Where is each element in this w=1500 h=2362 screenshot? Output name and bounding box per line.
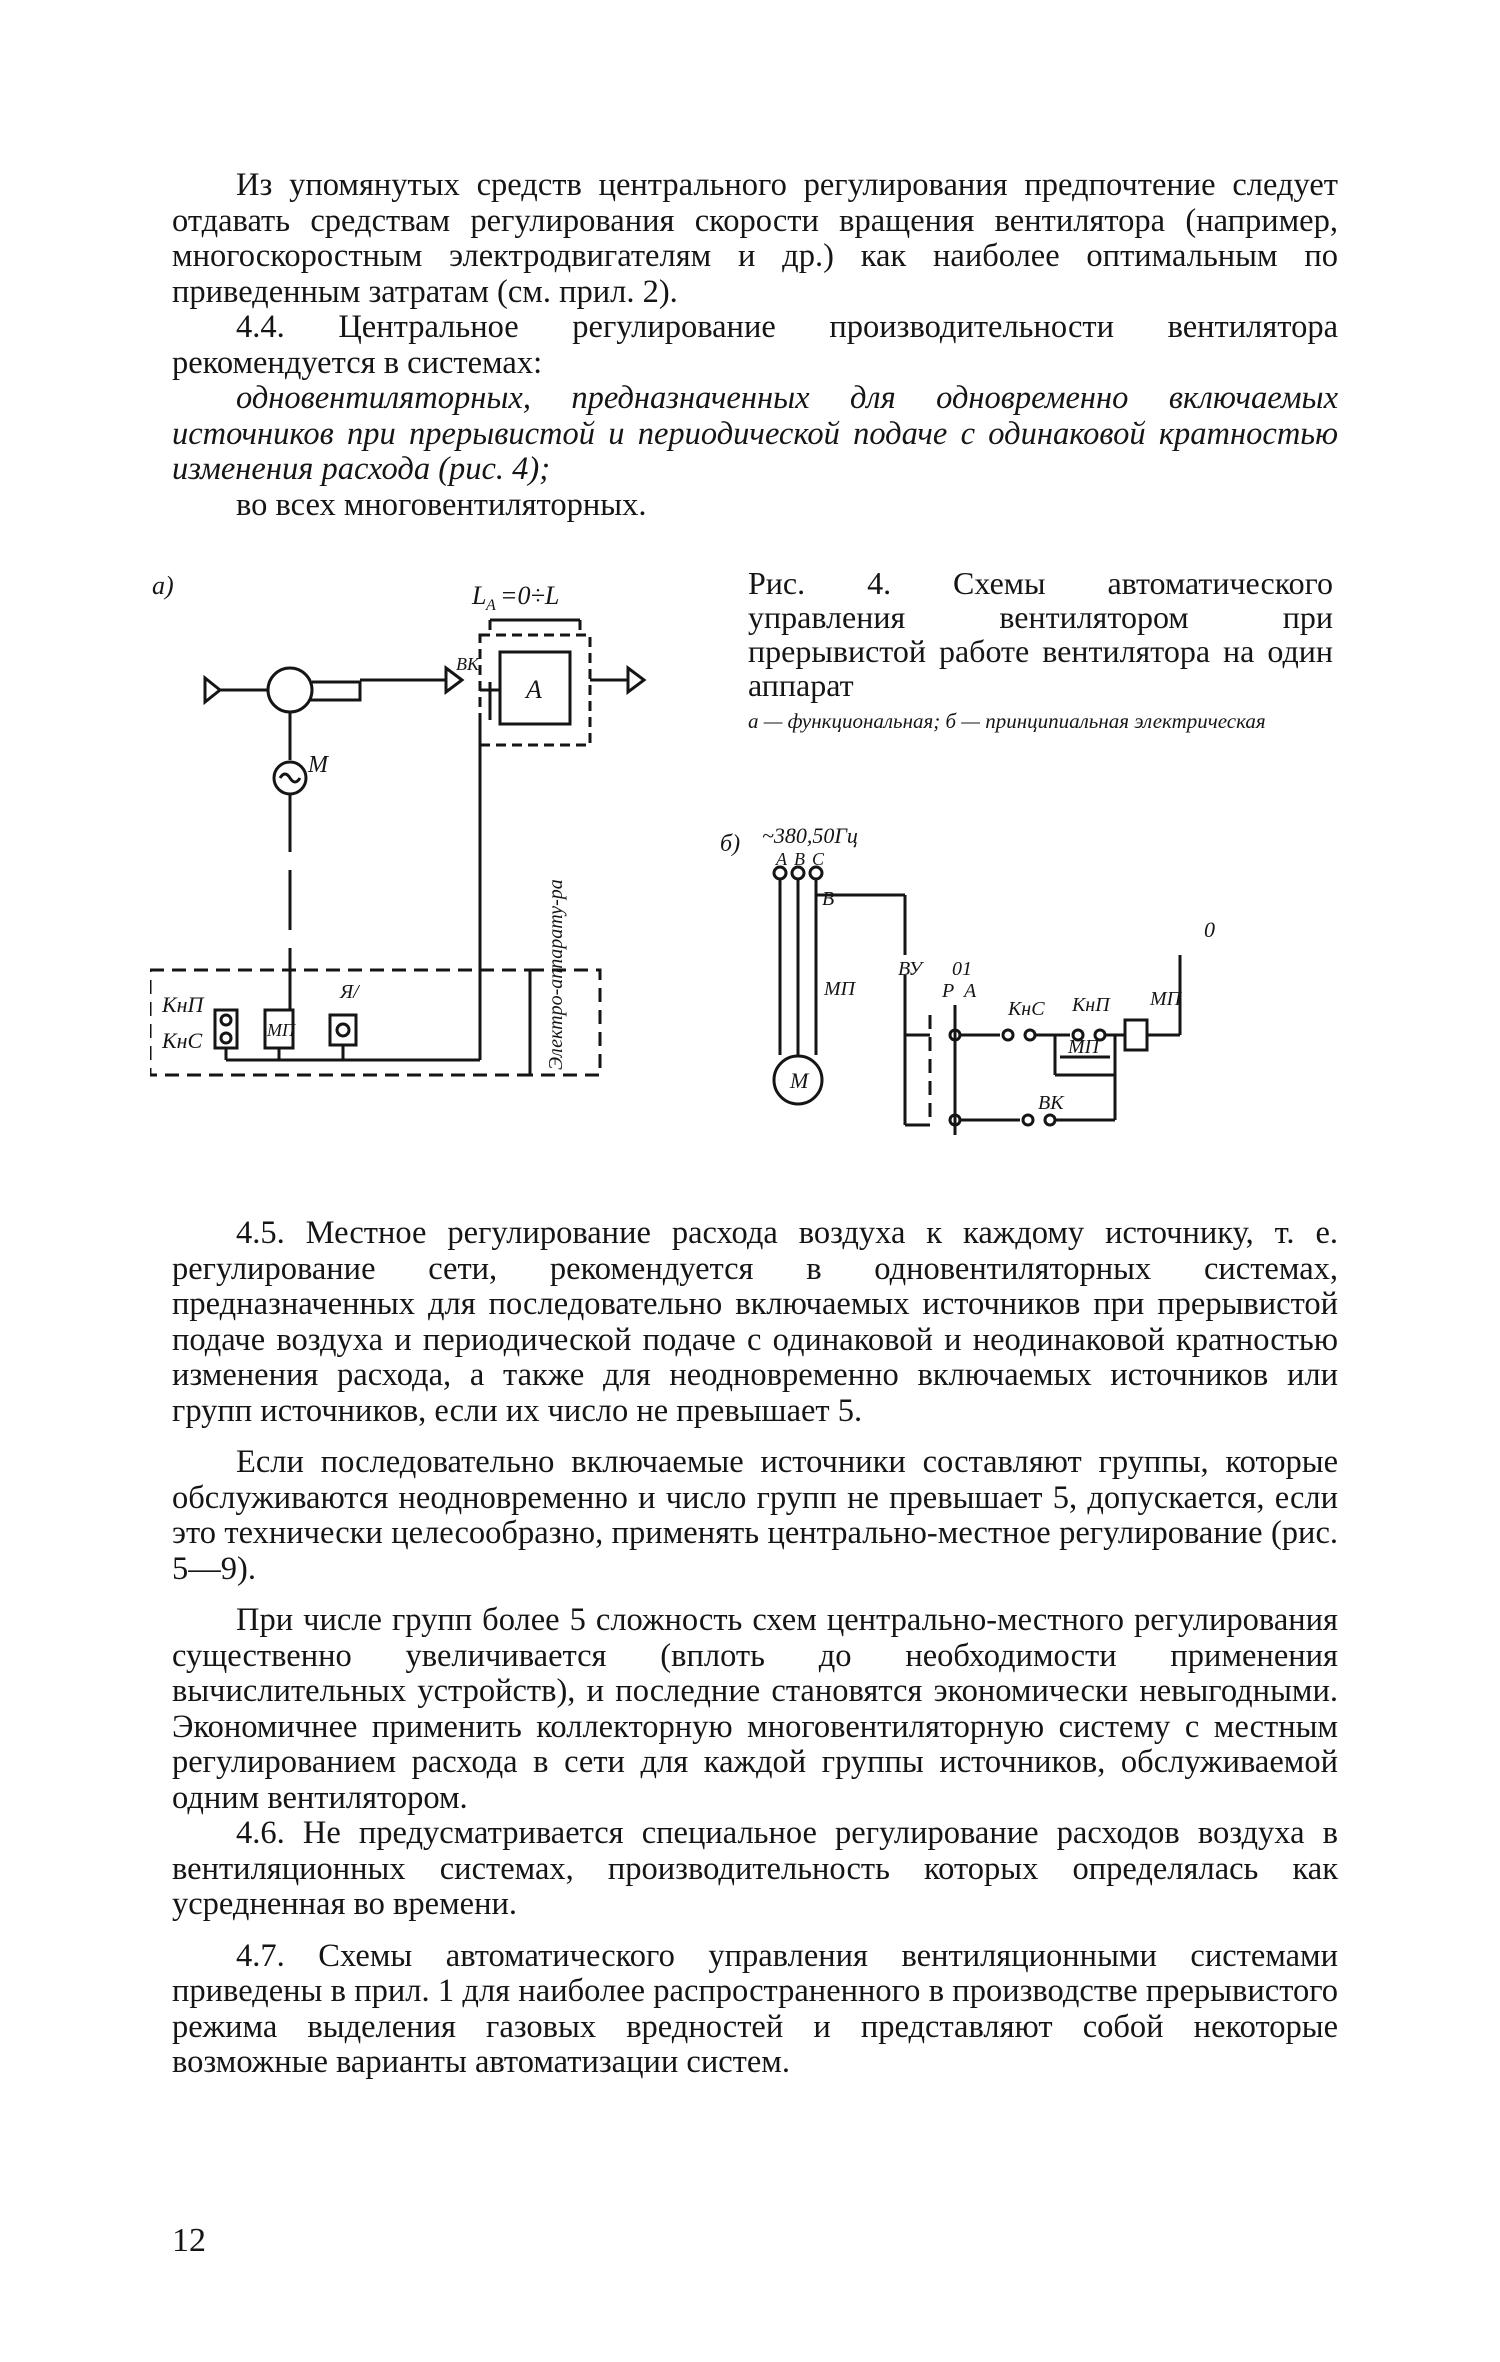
paragraph-4-6: 4.6. Не предусматривается специальное регулирование расходов воздуха в вентиляционных системах, производительность которых определялась как усредненная во времени. [172, 1815, 1338, 1922]
mp-coil [1125, 1020, 1147, 1050]
svg-text:B: B [794, 849, 805, 869]
ri-label: Я/ [340, 981, 359, 1003]
outlet-arrow-icon [628, 668, 644, 692]
paragraph-multi-fan: во всех многовентиляторных. [236, 486, 647, 523]
knc-contact [1003, 1030, 1013, 1040]
inlet-arrow-icon [205, 678, 220, 702]
fan-icon [268, 668, 312, 712]
electro-label: Электро-аппарату-ра [545, 879, 567, 1070]
svg-text:В: В [822, 888, 835, 910]
motor-label: M [308, 752, 328, 778]
svg-text:А: А [964, 980, 977, 1002]
bottom-text-block [172, 1216, 1338, 2081]
knp-label: КнП [162, 992, 204, 1017]
svg-text:МП: МП [1068, 1036, 1100, 1058]
paragraph-more-groups: При числе групп более 5 сложность схем центрально-местного регулирования существенно увеличивается (вплоть до необходимости применения вычислительных устройств), и последние становятся экономически невыгодными. Экономичнее применить коллекторную многовентиляторную систему с местным регулированием расхода в сети для каждой группы источников, обслуживаемой одним вентилятором. [172, 1602, 1338, 1816]
figure-panel-b [720, 825, 1340, 1145]
mp-label: МП [267, 1020, 295, 1040]
svg-text:A: A [776, 849, 787, 869]
zero-label: 0 [1204, 917, 1215, 942]
figure-caption-block [748, 566, 1333, 733]
figure-legend: а — функциональная; б — принципиальная электрическая [748, 709, 1266, 733]
svg-text:A: A [486, 597, 496, 614]
paragraph-4-5: 4.5. Местное регулирование расхода воздуха к каждому источнику, т. е. регулирование сети, рекомендуется в одновентиляторных системах, предназначенных для последовательно включаемых источников при прерывистой подаче воздуха и периодической подаче с одинаковой и неодинаковой кратностью изменения расхода, а также для неодновременно включаемых источников или групп источников, если их число не превышает 5. [172, 1215, 1338, 1429]
paragraph-4-4: 4.4. Центральное регулирование производительности вентилятора рекомендуется в системах: [172, 309, 1338, 381]
svg-text:КнП: КнП [1072, 994, 1110, 1016]
page-number: 12 [172, 2222, 206, 2259]
svg-text:МП: МП [824, 978, 856, 1000]
svg-text:C: C [812, 849, 825, 869]
panel-a-label: а) [152, 571, 174, 600]
svg-text:01: 01 [952, 958, 972, 980]
svg-text:МП: МП [1150, 988, 1182, 1010]
paragraph-groups: Если последовательно включаемые источники составляют группы, которые обслуживаются неодновременно и число групп не превышает 5, допускается, если это технически целесообразно, применять центрально-местное регулирование (рис. 5—9). [172, 1444, 1338, 1587]
supply-label: ~380,50Гц [762, 825, 858, 848]
flow-range: =0÷L [500, 581, 560, 610]
paragraph-intro: Из упомянутых средств центрального регулирования предпочтение следует отдавать средствам регулирования скорости вращения вентилятора (например, многоскоростным электродвигателям и др.) как наиболее оптимальным по приведенным затратам (см. прил. 2). [172, 167, 1338, 310]
vk-label: ВК [456, 654, 479, 674]
svg-text:ВУ: ВУ [898, 958, 922, 980]
paragraph-single-fan: одновентиляторных, предназначенных для одновременно включаемых источников при прерывистой и периодической подаче с одинаковой кратностью изменения расхода (рис. 4); [172, 380, 1338, 487]
svg-text:М: М [790, 1068, 809, 1093]
top-text-block [172, 168, 1338, 523]
paragraph-4-7: 4.7. Схемы автоматического управления вентиляционными системами приведены в прил. 1 для наиболее распространенного в производстве прерывистого режима выделения газовых вредностей и представляют собой некоторые возможные варианты автоматизации систем. [172, 1937, 1338, 2080]
figure-panel-a [150, 570, 670, 1120]
apparatus-label: A [526, 675, 542, 704]
figure-caption: Рис. 4. Схемы автоматического управления вентилятором при прерывистой работе вентилятора на один аппарат [748, 565, 1333, 703]
svg-text:Р: Р [942, 980, 955, 1002]
flow-label: L [472, 581, 487, 610]
knc-label: КнС [162, 1028, 203, 1053]
svg-text:КнС: КнС [1008, 998, 1045, 1020]
panel-b-label: б) [720, 831, 741, 857]
svg-text:ВК: ВК [1038, 1092, 1064, 1114]
